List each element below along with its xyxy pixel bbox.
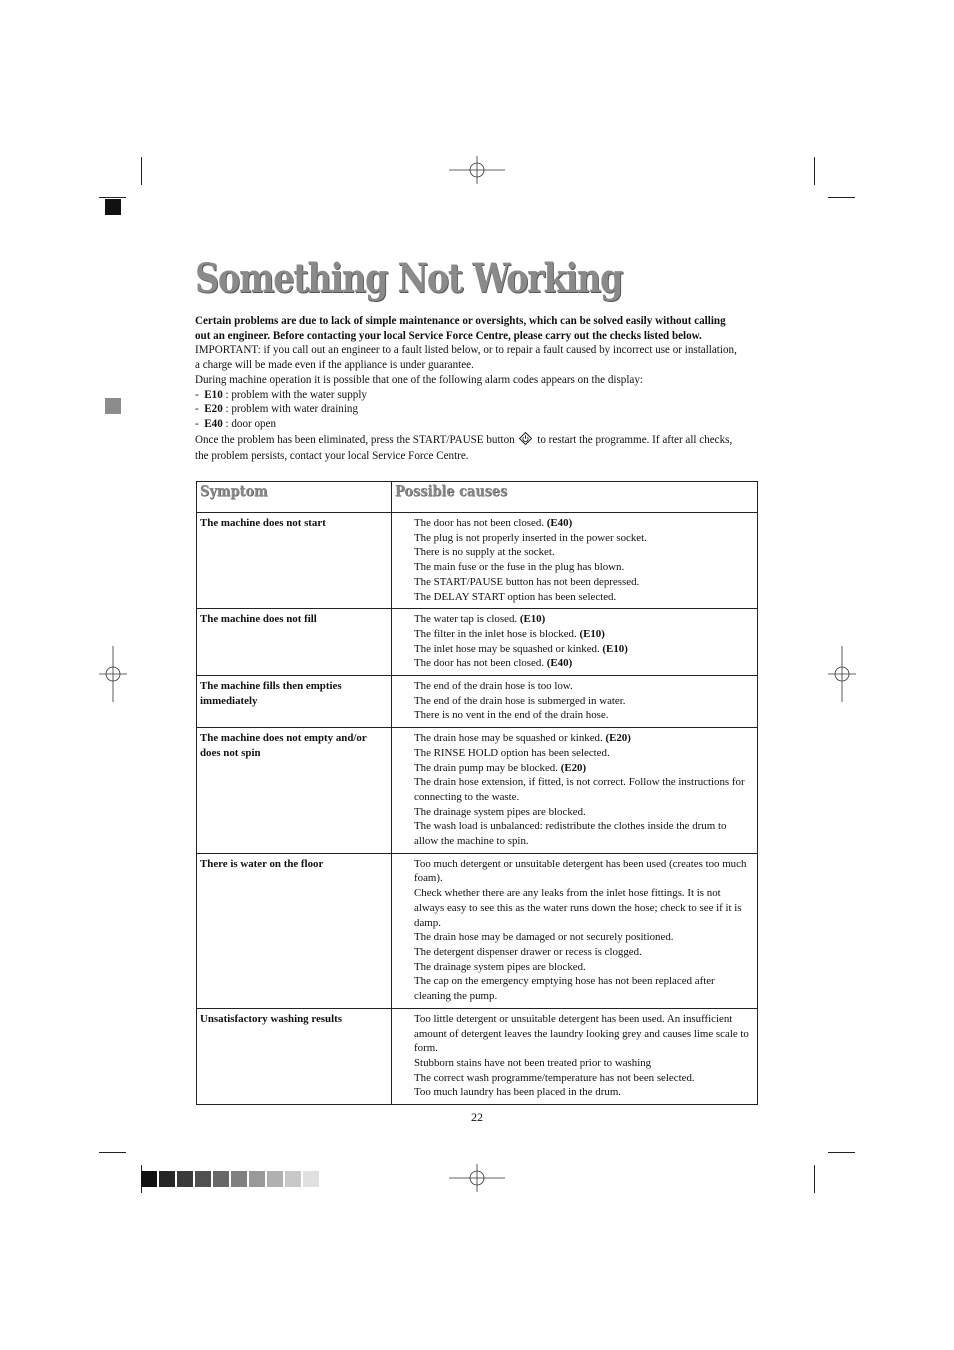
causes-cell xyxy=(392,513,758,609)
causes-cell xyxy=(392,676,758,728)
cause-item xyxy=(414,945,753,960)
cause-text: The correct wash programme/temperature has not been selected. xyxy=(414,1071,695,1084)
cause-text: The wash load is unbalanced: redistribute the clothes inside the drum to allow the machine to spin. xyxy=(414,820,727,848)
cause-text: The drainage system pipes are blocked. xyxy=(414,805,586,818)
cause-item xyxy=(414,590,753,605)
symptom-cell: The machine does not start xyxy=(197,513,392,609)
symptom-column-header: Symptom xyxy=(197,482,392,513)
cause-text: The drainage system pipes are blocked. xyxy=(414,960,586,973)
cause-text: There is no vent in the end of the drain hose. xyxy=(414,709,609,722)
alarm-code-item: - E10 : problem with the water supply xyxy=(195,388,367,401)
cause-text: Too little detergent or unsuitable detergent has been used. An insufficient amount of detergent leaves the laundry looking grey and causes lime scale to form. xyxy=(414,1012,749,1055)
color-swatch xyxy=(159,1171,175,1187)
error-code: (E10) xyxy=(519,613,546,626)
cause-text: Stubborn stains have not been treated prior to washing xyxy=(414,1056,652,1069)
cause-text: The end of the drain hose is too low. xyxy=(414,680,573,693)
cause-item xyxy=(414,1071,753,1086)
cause-text: The drain hose may be damaged or not securely positioned. xyxy=(414,931,674,944)
cause-item xyxy=(414,708,753,723)
cause-text: The detergent dispenser drawer or recess is clogged. xyxy=(414,945,642,958)
color-swatch xyxy=(195,1171,211,1187)
cause-text: The drain hose extension, if fitted, is not correct. Follow the instructions for connecting to the waste. xyxy=(414,776,745,803)
cause-item xyxy=(414,761,753,776)
causes-cell xyxy=(392,853,758,1008)
cause-text: The START/PAUSE button has not been depressed. xyxy=(414,575,640,588)
cause-text: The RINSE HOLD option has been selected. xyxy=(414,746,610,759)
cause-item xyxy=(414,731,753,746)
registration-mark-bottom xyxy=(449,1150,505,1206)
color-swatch xyxy=(213,1171,229,1187)
crop-mark xyxy=(828,197,855,198)
intro-bold-paragraph: Certain problems are due to lack of simple maintenance or oversights, which can be solved easily without calling out an engineer. Before contacting your local Service Force Centre, please carry out the checks listed below. xyxy=(195,315,726,342)
causes-cell xyxy=(392,728,758,854)
cause-item xyxy=(414,960,753,975)
error-code: (E20) xyxy=(605,732,631,745)
error-code: (E20) xyxy=(560,761,587,774)
alarm-code-description: : problem with the water supply xyxy=(222,388,367,401)
alarm-code: E40 xyxy=(204,417,223,430)
grey-marker-square xyxy=(105,398,121,414)
cause-item xyxy=(414,612,753,627)
crop-mark xyxy=(99,197,126,198)
table-row xyxy=(197,676,758,728)
cause-item xyxy=(414,1012,753,1056)
color-swatch xyxy=(141,1171,157,1187)
error-code: (E10) xyxy=(602,642,628,655)
cause-text: The DELAY START option has been selected. xyxy=(414,590,617,603)
alarm-code-item: - E20 : problem with water draining xyxy=(195,403,358,416)
cause-text: The filter in the inlet hose is blocked. xyxy=(414,627,580,640)
alarm-code-description: : door open xyxy=(222,417,277,430)
page-title: Something Not Working xyxy=(195,255,623,302)
alarm-code-item: - E40 : door open xyxy=(195,417,277,430)
troubleshooting-table xyxy=(196,481,758,1105)
cause-text: The drain hose may be squashed or kinked. xyxy=(414,732,606,745)
symptom-cell: The machine does not fill xyxy=(197,609,392,676)
important-note: IMPORTANT: if you call out an engineer to a fault listed below, or to repair a fault caused by incorrect use or installation, a charge will be made even if the appliance is under guarantee. xyxy=(195,344,737,372)
cause-text: The main fuse or the fuse in the plug has blown. xyxy=(414,561,625,574)
cause-item xyxy=(414,545,753,560)
causes-column-header: Possible causes xyxy=(392,482,758,513)
cause-text: The water tap is closed. xyxy=(414,613,520,626)
color-swatch xyxy=(267,1171,283,1187)
crop-mark xyxy=(828,1152,855,1153)
error-code: (E40) xyxy=(546,657,573,670)
symptom-cell: There is water on the floor xyxy=(197,853,392,1008)
cause-item xyxy=(414,1056,753,1071)
cause-text: There is no supply at the socket. xyxy=(414,546,555,559)
intro-text xyxy=(195,314,740,464)
cause-item xyxy=(414,886,753,930)
error-code: (E10) xyxy=(579,627,605,640)
table-row xyxy=(197,728,758,854)
table-row xyxy=(197,853,758,1008)
restart-text-before: Once the problem has been eliminated, press the START/PAUSE button xyxy=(195,433,515,446)
cause-text: The end of the drain hose is submerged in water. xyxy=(414,694,626,707)
page-number: 22 xyxy=(471,1110,483,1124)
cause-item xyxy=(414,531,753,546)
alarm-code: E10 xyxy=(204,388,223,401)
registration-mark-left xyxy=(85,646,141,702)
greyscale-color-bar xyxy=(141,1171,321,1187)
cause-item xyxy=(414,642,753,657)
crop-mark xyxy=(141,157,142,185)
crop-mark xyxy=(814,1165,815,1193)
cause-text: Check whether there are any leaks from the inlet hose fittings. It is not always easy to see this as the water runs down the hose; check to see if it is damp. xyxy=(414,887,742,929)
cause-item xyxy=(414,1085,753,1100)
cause-text: Too much laundry has been placed in the drum. xyxy=(414,1086,622,1099)
symptom-cell: Unsatisfactory washing results xyxy=(197,1008,392,1104)
table-row xyxy=(197,1008,758,1104)
cause-text: Too much detergent or unsuitable detergent has been used (creates too much foam). xyxy=(414,857,747,885)
cause-item xyxy=(414,679,753,694)
alarm-codes-intro: During machine operation it is possible that one of the following alarm codes appears on the display: xyxy=(195,373,643,386)
table-row xyxy=(197,609,758,676)
crop-mark xyxy=(99,1152,126,1153)
cause-item xyxy=(414,694,753,709)
color-swatch xyxy=(177,1171,193,1187)
cause-item xyxy=(414,560,753,575)
cause-text: The door has not been closed. xyxy=(414,517,547,529)
table-header-row xyxy=(197,482,758,513)
cause-text: The drain pump may be blocked. xyxy=(414,761,561,774)
cause-item xyxy=(414,516,753,531)
cause-item xyxy=(414,656,753,671)
alarm-code: E20 xyxy=(204,403,223,416)
cause-item xyxy=(414,775,753,804)
color-swatch xyxy=(231,1171,247,1187)
cause-item xyxy=(414,974,753,1003)
registration-mark-top xyxy=(449,142,505,198)
cause-item xyxy=(414,805,753,820)
color-swatch xyxy=(285,1171,301,1187)
black-marker-square xyxy=(105,199,121,215)
crop-mark xyxy=(814,157,815,185)
restart-text-after: to restart the programme. If after all checks, the problem persists, contact your local Service Force Centre. xyxy=(195,433,733,463)
error-code: (E40) xyxy=(546,517,573,529)
cause-item xyxy=(414,857,753,886)
symptom-cell: The machine does not empty and/or does not spin xyxy=(197,728,392,854)
cause-item xyxy=(414,819,753,848)
registration-mark-right xyxy=(814,646,870,702)
cause-item xyxy=(414,930,753,945)
cause-item xyxy=(414,746,753,761)
symptom-cell: The machine fills then empties immediately xyxy=(197,676,392,728)
cause-text: The door has not been closed. xyxy=(414,657,547,670)
cause-text: The cap on the emergency emptying hose has not been replaced after cleaning the pump. xyxy=(414,975,715,1003)
cause-text: The plug is not properly inserted in the power socket. xyxy=(414,531,647,544)
start-pause-icon xyxy=(519,432,532,450)
color-swatch xyxy=(249,1171,265,1187)
cause-item xyxy=(414,575,753,590)
cause-item xyxy=(414,627,753,642)
table-row xyxy=(197,513,758,609)
causes-cell xyxy=(392,609,758,676)
causes-cell xyxy=(392,1008,758,1104)
color-swatch xyxy=(303,1171,319,1187)
restart-instructions xyxy=(195,432,740,464)
alarm-code-description: : problem with water draining xyxy=(222,403,358,416)
cause-text: The inlet hose may be squashed or kinked. xyxy=(414,642,603,655)
